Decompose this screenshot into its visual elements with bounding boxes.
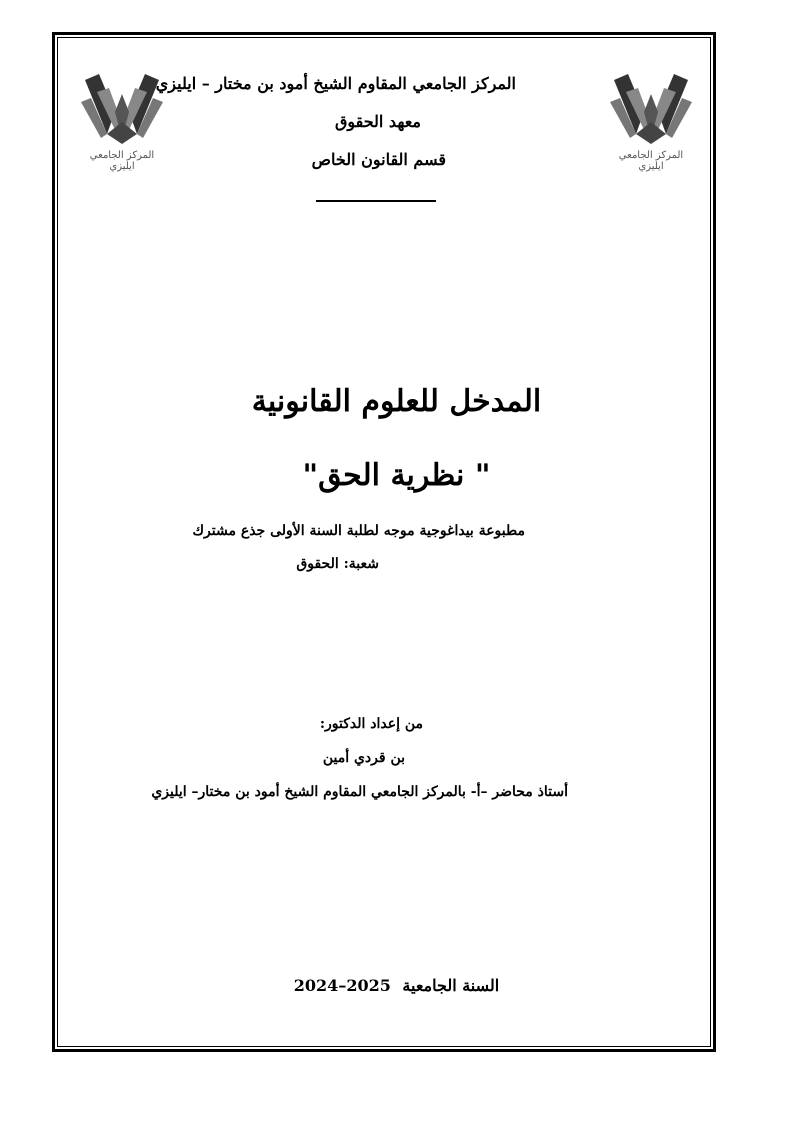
institution-name: المركز الجامعي المقاوم الشيخ أمود بن مختار – ايليزي xyxy=(155,74,516,93)
emblem-icon xyxy=(77,72,167,152)
academic-year-value: 2024–2025 xyxy=(293,976,391,995)
description-line: مطبوعة بيداغوجية موجه لطلبة السنة الأولى جذع مشترك xyxy=(192,523,525,539)
document-subtitle: " نظرية الحق" xyxy=(302,458,491,493)
logo-caption: المركز الجامعي ايليزي xyxy=(89,150,155,172)
header-divider xyxy=(316,200,436,202)
prepared-by-label: من إعداد الدكتور: xyxy=(319,716,423,732)
department-name: قسم القانون الخاص xyxy=(311,150,446,169)
academic-year-label: السنة الجامعية xyxy=(402,976,500,995)
specialty-line: شعبة: الحقوق xyxy=(296,556,379,572)
author-name: بن قردي أمين xyxy=(322,750,405,766)
logo-caption: المركز الجامعي ايليزي xyxy=(618,150,684,172)
page-border-inner xyxy=(57,37,711,1047)
university-logo-right xyxy=(606,72,696,172)
document-title: المدخل للعلوم القانونية xyxy=(251,384,542,419)
author-position: أستاذ محاضر –أ- بالمركز الجامعي المقاوم الشيخ أمود بن مختار– ايليزي xyxy=(151,784,568,800)
university-logo-left xyxy=(77,72,167,172)
academic-year xyxy=(0,976,793,995)
institute-name: معهد الحقوق xyxy=(334,112,421,131)
emblem-icon xyxy=(606,72,696,152)
